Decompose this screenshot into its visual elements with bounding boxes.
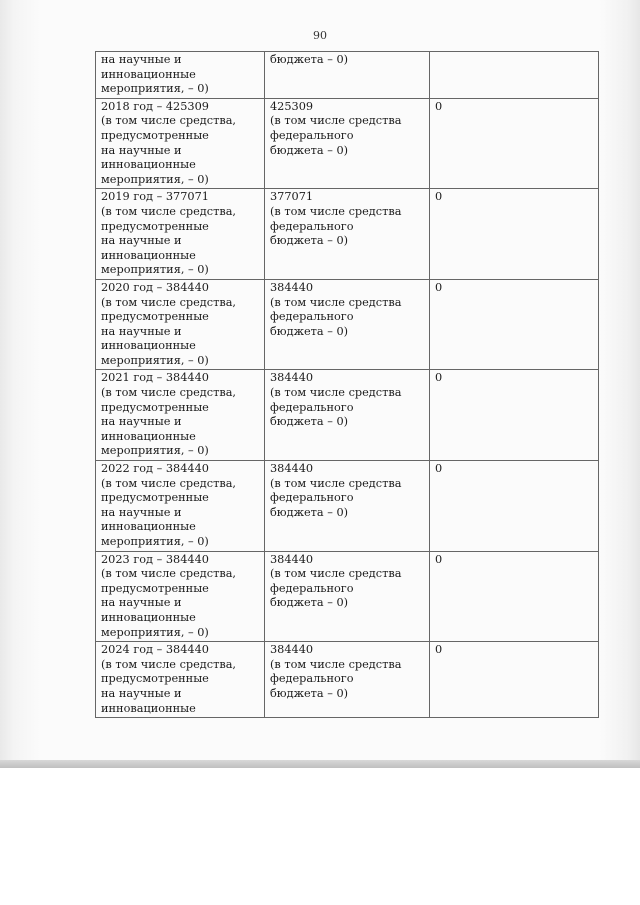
budget-amount-cell: 384440 (в том числе средства федерального бюджета – 0) (265, 279, 430, 370)
other-amount-cell: 0 (430, 551, 599, 642)
page-number: 90 (313, 29, 327, 42)
year-total-cell: на научные и инновационные мероприятия, – 0) (96, 52, 265, 99)
table-row (96, 279, 599, 370)
year-total-cell: 2018 год – 425309 (в том числе средства, предусмотренные на научные и инновационные мероприятия, – 0) (96, 98, 265, 189)
table-row (96, 370, 599, 461)
year-total-cell: 2022 год – 384440 (в том числе средства, предусмотренные на научные и инновационные мероприятия, – 0) (96, 461, 265, 552)
table-row (96, 461, 599, 552)
budget-amount-cell: 425309 (в том числе средства федерального бюджета – 0) (265, 98, 430, 189)
year-total-cell: 2023 год – 384440 (в том числе средства, предусмотренные на научные и инновационные мероприятия, – 0) (96, 551, 265, 642)
other-amount-cell (430, 52, 599, 99)
other-amount-cell: 0 (430, 642, 599, 718)
year-total-cell: 2019 год – 377071 (в том числе средства, предусмотренные на научные и инновационные мероприятия, – 0) (96, 189, 265, 280)
budget-amount-cell: 384440 (в том числе средства федерального бюджета – 0) (265, 461, 430, 552)
year-total-cell: 2020 год – 384440 (в том числе средства, предусмотренные на научные и инновационные мероприятия, – 0) (96, 279, 265, 370)
table-row (96, 52, 599, 99)
budget-amount-cell: 377071 (в том числе средства федерального бюджета – 0) (265, 189, 430, 280)
budget-table (95, 51, 599, 718)
table-row (96, 551, 599, 642)
other-amount-cell: 0 (430, 189, 599, 280)
other-amount-cell: 0 (430, 98, 599, 189)
scan-bottom-edge (0, 760, 640, 768)
other-amount-cell: 0 (430, 279, 599, 370)
budget-amount-cell: 384440 (в том числе средства федерального бюджета – 0) (265, 370, 430, 461)
other-amount-cell: 0 (430, 370, 599, 461)
table-row (96, 642, 599, 718)
other-amount-cell: 0 (430, 461, 599, 552)
year-total-cell: 2024 год – 384440 (в том числе средства, предусмотренные на научные и инновационные (96, 642, 265, 718)
table-row (96, 98, 599, 189)
budget-amount-cell: бюджета – 0) (265, 52, 430, 99)
budget-amount-cell: 384440 (в том числе средства федерального бюджета – 0) (265, 642, 430, 718)
year-total-cell: 2021 год – 384440 (в том числе средства, предусмотренные на научные и инновационные мероприятия, – 0) (96, 370, 265, 461)
table-row (96, 189, 599, 280)
budget-amount-cell: 384440 (в том числе средства федерального бюджета – 0) (265, 551, 430, 642)
